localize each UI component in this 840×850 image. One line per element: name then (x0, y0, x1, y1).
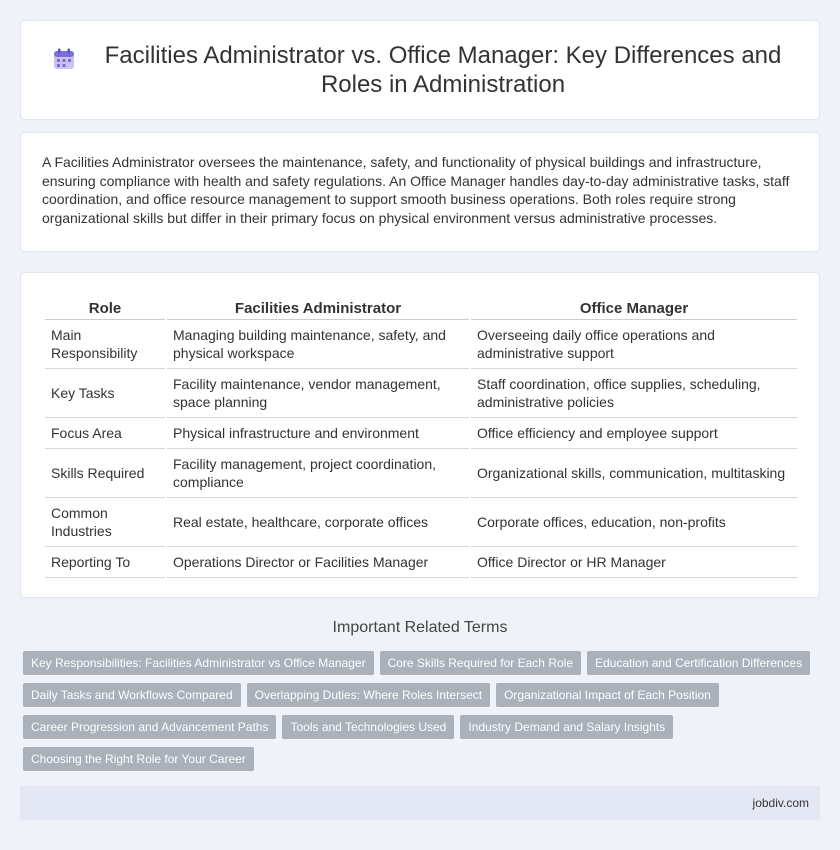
facilities-cell: Real estate, healthcare, corporate offices (167, 498, 469, 547)
calendar-icon (52, 47, 76, 76)
header-role: Role (45, 295, 165, 320)
facilities-cell: Facility maintenance, vendor management, space planning (167, 369, 469, 418)
related-term-tag[interactable]: Career Progression and Advancement Paths (23, 715, 276, 739)
row-label: Key Tasks (45, 369, 165, 418)
table-header-row (45, 295, 797, 320)
row-label: Skills Required (45, 449, 165, 498)
footer (20, 786, 820, 820)
related-term-tag[interactable]: Choosing the Right Role for Your Career (23, 747, 254, 771)
office-manager-cell: Office Director or HR Manager (471, 547, 797, 578)
table-row (45, 547, 797, 578)
comparison-table (43, 295, 799, 578)
related-term-tag[interactable]: Organizational Impact of Each Position (496, 683, 719, 707)
table-row (45, 320, 797, 369)
table-row (45, 418, 797, 449)
header-office-manager: Office Manager (471, 295, 797, 320)
footer-site-link[interactable]: jobdiv.com (752, 796, 809, 810)
intro-paragraph: A Facilities Administrator oversees the maintenance, safety, and functionality of physical buildings and infrastructure, ensuring compliance with health and safety regulations. An Office Manager handles day-to-day administrative tasks, staff coordination, and office resource management to support smooth business operations. Both roles require strong organizational skills but differ in their primary focus on physical environment versus administrative processes. (42, 154, 790, 226)
row-label: Focus Area (45, 418, 165, 449)
related-term-tag[interactable]: Tools and Technologies Used (282, 715, 454, 739)
office-manager-cell: Organizational skills, communication, multitasking (471, 449, 797, 498)
table-row (45, 449, 797, 498)
intro-card (20, 132, 820, 252)
facilities-cell: Physical infrastructure and environment (167, 418, 469, 449)
comparison-table-card (20, 272, 820, 598)
header-card (20, 20, 820, 120)
row-label: Reporting To (45, 547, 165, 578)
related-term-tag[interactable]: Education and Certification Differences (587, 651, 810, 675)
row-label: Main Responsibility (45, 320, 165, 369)
facilities-cell: Managing building maintenance, safety, and physical workspace (167, 320, 469, 369)
office-manager-cell: Staff coordination, office supplies, scheduling, administrative policies (471, 369, 797, 418)
facilities-cell: Facility management, project coordination, compliance (167, 449, 469, 498)
related-term-tag[interactable]: Daily Tasks and Workflows Compared (23, 683, 241, 707)
related-term-tag[interactable]: Key Responsibilities: Facilities Administrator vs Office Manager (23, 651, 374, 675)
table-row (45, 498, 797, 547)
row-label: Common Industries (45, 498, 165, 547)
related-terms-list (23, 651, 823, 771)
table-row (45, 369, 797, 418)
office-manager-cell: Overseeing daily office operations and administrative support (471, 320, 797, 369)
page-title: Facilities Administrator vs. Office Manager: Key Differences and Roles in Administration (104, 42, 782, 98)
related-terms-heading: Important Related Terms (332, 619, 508, 636)
title-wrap (50, 41, 790, 99)
related-term-tag[interactable]: Industry Demand and Salary Insights (460, 715, 673, 739)
related-term-tag[interactable]: Core Skills Required for Each Role (380, 651, 581, 675)
related-term-tag[interactable]: Overlapping Duties: Where Roles Intersect (247, 683, 490, 707)
office-manager-cell: Corporate offices, education, non-profits (471, 498, 797, 547)
header-facilities-administrator: Facilities Administrator (167, 295, 469, 320)
facilities-cell: Operations Director or Facilities Manager (167, 547, 469, 578)
office-manager-cell: Office efficiency and employee support (471, 418, 797, 449)
